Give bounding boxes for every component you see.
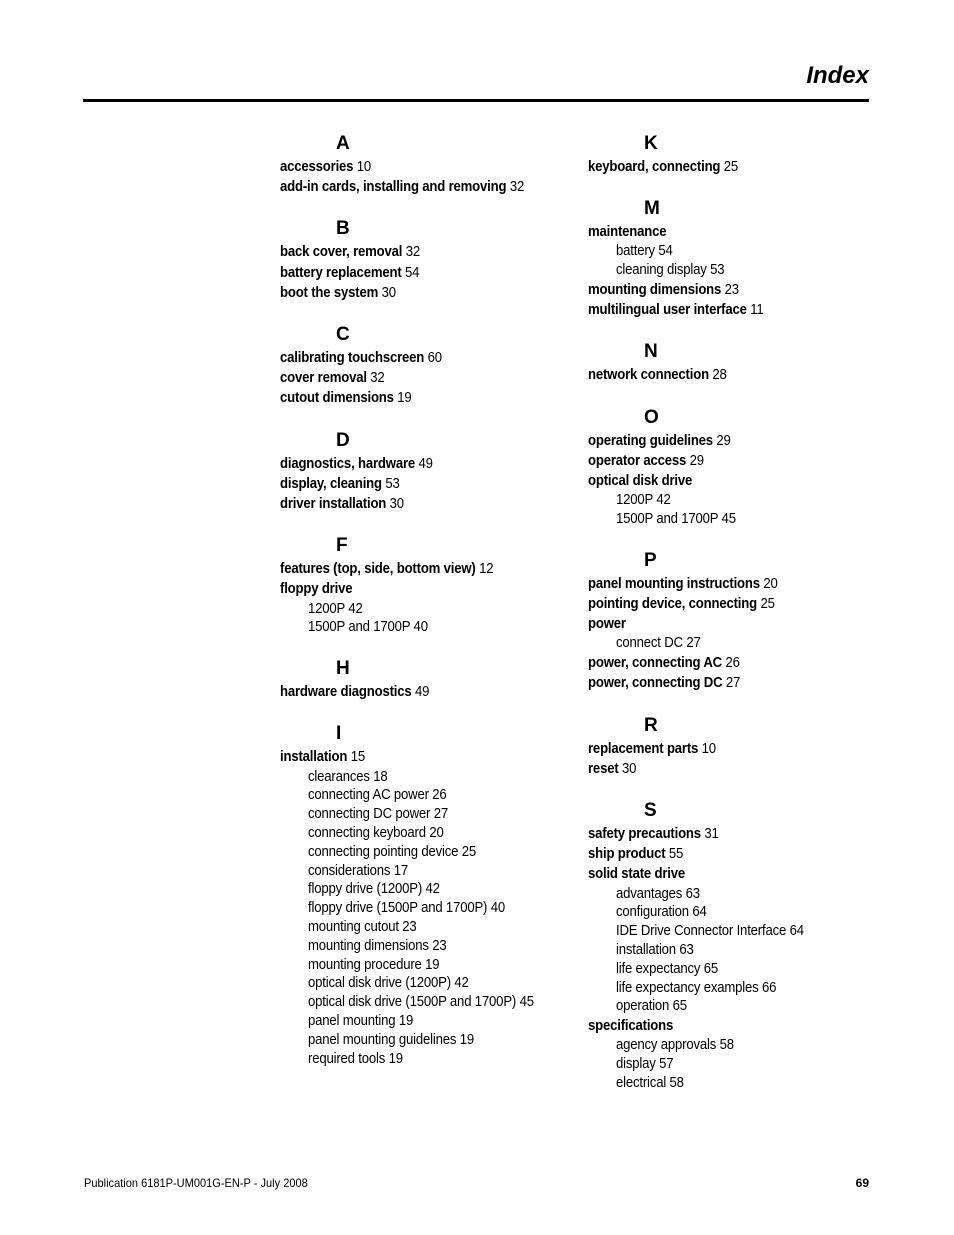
entry-pages: 29 [716,432,731,449]
index-subentry: 1200P 42 [616,492,671,509]
index-entry [280,559,556,579]
index-subentry: installation 63 [616,942,694,959]
index-entry [588,451,864,471]
index-entry [588,759,864,779]
entry-pages: 15 [350,749,365,766]
entry-term: keyboard, connecting [588,159,721,175]
index-subentry: clearances 18 [308,768,388,785]
index-subentry: mounting cutout 23 [308,919,417,936]
entry-term: driver installation [280,496,387,513]
index-entry [588,739,864,759]
index-entry [588,614,864,634]
index-entry [588,844,864,864]
entry-term: cover removal [280,370,367,387]
entry-pages: 11 [750,302,764,319]
entry-pages: 28 [712,367,727,384]
entry-term: replacement parts [588,740,699,757]
entry-pages: 25 [760,596,775,613]
entry-pages: 10 [356,159,372,175]
index-subentry: configuration 64 [616,904,707,921]
index-entry [280,368,556,388]
index-entry [280,474,556,494]
section-letter: R [644,714,658,736]
entry-term: operating guidelines [588,432,713,449]
index-entry [588,864,864,884]
entry-term: battery replacement [280,264,402,281]
entry-pages: 53 [385,475,400,492]
entry-pages: 30 [389,496,404,513]
entry-term: specifications [588,1018,674,1035]
entry-term: power, connecting AC [588,655,722,672]
entry-pages: 23 [724,282,739,298]
index-entry [280,454,556,474]
index-section [280,656,580,702]
index-section [588,131,888,177]
index-subentry: connecting keyboard 20 [308,825,444,842]
index-section [280,322,580,409]
index-subentry: display 57 [616,1056,674,1073]
index-subentry: connect DC 27 [616,635,701,652]
entry-term: ship product [588,846,666,863]
entry-pages: 26 [725,655,740,672]
index-subentry: life expectancy examples 66 [616,979,777,996]
entry-term: network connection [588,367,709,384]
entry-term: hardware diagnostics [280,684,412,701]
entry-term: mounting dimensions [588,282,722,298]
index-subentry: operation 65 [616,998,687,1015]
entry-pages: 20 [763,575,778,592]
index-subentry: cleaning display 53 [616,262,725,279]
entry-term: optical disk drive [588,473,693,490]
index-section [588,798,888,1093]
index-entry [588,594,864,614]
index-section [280,533,580,637]
entry-pages: 54 [404,264,420,281]
index-subentry: 1500P and 1700P 40 [308,619,428,636]
index-entry [280,579,556,599]
entry-term: operator access [588,452,687,469]
section-letter: B [336,218,350,240]
entry-term: add-in cards, installing and removing [280,179,507,196]
page-number: 69 [855,1176,869,1190]
index-section [588,339,888,385]
entry-pages: 10 [701,740,716,757]
index-subentry: panel mounting guidelines 19 [308,1031,474,1048]
entry-term: floppy drive [280,581,353,598]
index-section [588,713,888,779]
index-entry [280,263,556,283]
index-section [588,548,888,694]
section-letter: N [644,341,658,363]
index-column-left [280,131,580,1087]
index-section [588,405,888,529]
section-letter: A [336,133,350,154]
index-entry [588,280,864,300]
index-section [588,196,888,320]
index-entry [280,177,556,197]
index-subentry: connecting pointing device 25 [308,843,476,860]
section-letter: H [336,658,350,680]
entry-pages: 30 [622,760,637,777]
section-letter: I [336,723,342,745]
index-subentry: connecting AC power 26 [308,787,447,804]
section-letter: S [644,800,657,822]
index-subentry: floppy drive (1500P and 1700P) 40 [308,900,505,917]
section-letter: K [644,133,658,154]
index-subentry: IDE Drive Connector Interface 64 [616,923,804,940]
index-entry [280,242,556,262]
index-subentry: 1200P 42 [308,600,363,617]
section-letter: P [644,549,657,571]
entry-pages: 49 [418,455,433,472]
entry-pages: 32 [509,179,525,196]
entry-term: display, cleaning [280,475,382,492]
entry-pages: 32 [405,244,421,261]
section-letter: F [336,535,348,557]
entry-term: boot the system [280,284,379,301]
entry-pages: 32 [370,370,385,387]
entry-term: panel mounting instructions [588,575,760,592]
entry-term: solid state drive [588,866,686,883]
index-entry [280,682,556,702]
entry-term: installation [280,749,348,766]
index-subentry: panel mounting 19 [308,1013,414,1029]
entry-term: safety precautions [588,826,701,843]
index-entry [588,653,864,673]
entry-pages: 29 [689,452,704,469]
index-subentry: required tools 19 [308,1050,403,1067]
entry-term: multilingual user interface [588,302,747,319]
index-subentry: mounting procedure 19 [308,956,440,973]
index-entry [588,574,864,594]
index-entry [280,747,556,767]
index-entry [588,471,864,491]
index-entry [588,1016,864,1036]
section-letter: D [336,429,350,451]
entry-term: calibrating touchscreen [280,350,425,367]
index-subentry: mounting dimensions 23 [308,937,447,954]
index-subentry: battery 54 [616,243,673,260]
section-letter: C [336,324,350,346]
index-subentry: optical disk drive (1500P and 1700P) 45 [308,994,534,1011]
entry-pages: 25 [723,159,739,175]
index-entry [588,300,864,320]
index-subentry: electrical 58 [616,1075,684,1092]
entry-pages: 19 [397,390,412,407]
index-entry [280,157,556,177]
entry-pages: 55 [668,846,684,863]
index-entry [280,283,556,303]
index-subentry: advantages 63 [616,885,700,902]
entry-pages: 60 [427,350,442,367]
index-section [280,131,580,197]
index-subentry: connecting DC power 27 [308,806,448,823]
index-entry [588,222,864,242]
entry-term: power [588,616,626,633]
publication-info: Publication 6181P-UM001G-EN-P - July 2008 [84,1176,308,1190]
entry-pages: 49 [415,684,430,701]
index-entry [588,157,864,177]
index-subentry: optical disk drive (1200P) 42 [308,975,469,992]
index-entry [280,494,556,514]
index-entry [588,365,864,385]
entry-term: power, connecting DC [588,675,723,692]
index-entry [280,388,556,408]
index-column-right [588,131,888,1112]
index-subentry: life expectancy 65 [616,960,718,977]
index-subentry: agency approvals 58 [616,1037,734,1054]
section-letter: O [644,406,659,428]
page-title: Index [806,62,869,89]
entry-term: features (top, side, bottom view) [280,561,476,578]
entry-term: reset [588,760,619,777]
entry-term: cutout dimensions [280,390,394,407]
entry-term: maintenance [588,224,667,241]
entry-pages: 27 [725,675,741,692]
section-letter: M [644,198,660,220]
entry-pages: 12 [479,561,494,578]
index-section [280,721,580,1068]
index-entry [588,673,864,693]
entry-term: accessories [280,159,354,175]
index-entry [280,348,556,368]
index-section [280,428,580,515]
index-entry [588,431,864,451]
entry-term: back cover, removal [280,244,403,261]
index-subentry: 1500P and 1700P 45 [616,511,736,528]
entry-term: diagnostics, hardware [280,455,416,472]
index-section [280,216,580,303]
index-subentry: considerations 17 [308,862,408,879]
entry-pages: 30 [381,284,396,301]
index-entry [588,824,864,844]
entry-term: pointing device, connecting [588,596,757,613]
entry-pages: 31 [704,826,719,843]
index-subentry: floppy drive (1200P) 42 [308,881,440,898]
header-rule [83,99,869,102]
